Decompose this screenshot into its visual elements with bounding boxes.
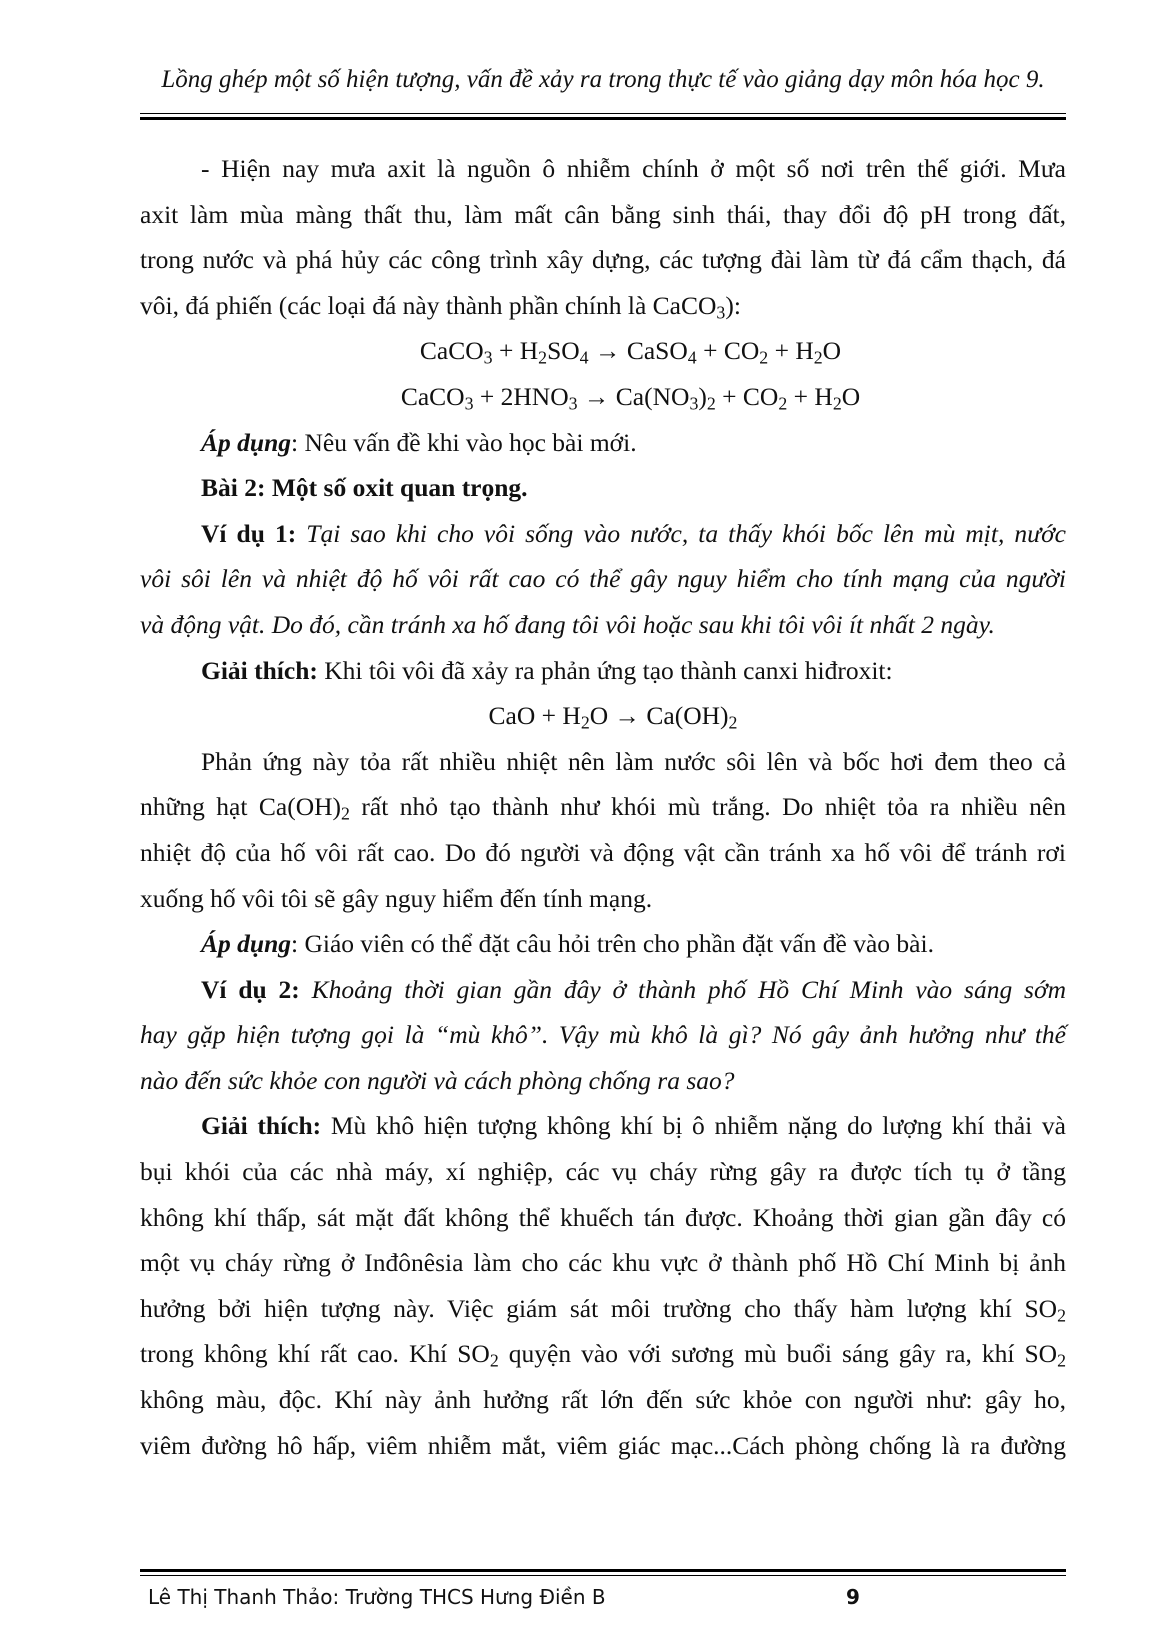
example-2-line-2: hay gặp hiện tượng gọi là “mù khô”. Vậy mù khô là gì? Nó gây ảnh hưởng như thế xyxy=(140,1020,1066,1050)
apply-note-1: Áp dụng: Nêu vấn đề khi vào học bài mới. xyxy=(201,427,637,457)
footer-rule-thin xyxy=(140,1575,1066,1576)
page-number: 9 xyxy=(846,1585,860,1609)
document-body xyxy=(140,146,1066,1468)
example-1-line-1: Ví dụ 1: Tại sao khi cho vôi sống vào nước, ta thấy khói bốc lên mù mịt, nước xyxy=(201,518,1066,548)
apply-label: Áp dụng xyxy=(201,427,291,457)
reaction-line-2: những hạt $Ca(OH)_2$ rất nhỏ tạo thành như khói mù trắng. Do nhiệt tỏa ra nhiều nên xyxy=(140,792,1066,824)
explain-2-line-2: bụi khói của các nhà máy, xí nghiệp, các vụ cháy rừng gây ra được tích tụ ở tầng xyxy=(140,1157,1066,1187)
apply-label: Áp dụng xyxy=(201,929,291,959)
acid-rain-line-4: vôi, đá phiến (các loại đá này thành phần chính là CaCO$_3$): xyxy=(140,290,741,323)
acid-rain-line-2: axit làm mùa màng thất thu, làm mất cân bằng sinh thái, thay đổi độ pH trong đất, xyxy=(140,199,1066,229)
acid-rain-line-1: - Hiện nay mưa axit là nguồn ô nhiễm chính ở một số nơi trên thế giới. Mưa xyxy=(201,154,1066,183)
page-header-title: Lồng ghép một số hiện tượng, vấn đề xảy ra trong thực tế vào giảng dạy môn hóa học 9. xyxy=(161,66,1045,93)
example-2-line-3: nào đến sức khỏe con người và cách phòng chống ra sao? xyxy=(140,1065,735,1095)
equation-caco3-hno3: CaCO$_3$ + $2HNO_3 \to Ca(NO_3)_2 + CO_2 + H_2O$ xyxy=(400,381,861,414)
equation-caco3-h2so4: CaCO$_3$ + $H_2SO_4$ → CaSO$_4$ + $CO_2 + H_2O$ xyxy=(419,336,842,368)
explain-2-line-6: trong không khí rất cao. Khí $SO_2$ quyện vào với sương mù buổi sáng gây ra, khí $SO_2$ xyxy=(140,1339,1066,1371)
explain-2-line-7: không màu, độc. Khí này ảnh hưởng rất lớn đến sức khỏe con người như: gây ho, xyxy=(140,1385,1066,1415)
reaction-line-3: nhiệt độ của hố vôi rất cao. Do đó người và động vật cần tránh xa hố vôi để tránh rơi xyxy=(140,837,1066,867)
example-1-label: Ví dụ 1: xyxy=(201,518,307,548)
apply-note-2: Áp dụng: Giáo viên có thể đặt câu hỏi trên cho phần đặt vấn đề vào bài. xyxy=(201,929,934,959)
lesson-2-title: Bài 2: Một số oxit quan trọng. xyxy=(201,473,528,503)
reaction-line-1: Phản ứng này tỏa rất nhiều nhiệt nên làm nước sôi lên và bốc hơi đem theo cả xyxy=(201,746,1066,776)
explain-2-line-8: viêm đường hô hấp, viêm nhiễm mắt, viêm giác mạc...Cách phòng chống là ra đường xyxy=(140,1430,1066,1460)
explain-1-line-1: Giải thích: Khi tôi vôi đã xảy ra phản ứng tạo thành canxi hiđroxit: xyxy=(201,655,893,685)
equation-cao-h2o: CaO + $H_2O \to Ca(OH)_2$ xyxy=(488,701,738,733)
header-rule-thin xyxy=(140,113,1066,114)
example-2-label: Ví dụ 2: xyxy=(201,974,312,1004)
header-rule-thick xyxy=(140,117,1066,120)
reaction-line-4: xuống hố vôi tôi sẽ gây nguy hiểm đến tính mạng. xyxy=(140,883,653,913)
explain-2-line-5: hưởng bởi hiện tượng này. Việc giám sát môi trường cho thấy hàm lượng khí $SO_2$ xyxy=(140,1293,1066,1326)
explain-2-label: Giải thích: xyxy=(201,1111,322,1141)
explain-1-label: Giải thích: xyxy=(201,655,318,685)
explain-2-line-4: một vụ cháy rừng ở Inđônêsia làm cho các khu vực ở thành phố Hồ Chí Minh bị ảnh xyxy=(140,1248,1066,1278)
footer-author: Lê Thị Thanh Thảo: Trường THCS Hưng Điền B xyxy=(148,1585,606,1609)
acid-rain-line-3: trong nước và phá hủy các công trình xây dựng, các tượng đài làm từ đá cẩm thạch, đá xyxy=(140,245,1066,275)
example-2-line-1: Ví dụ 2: Khoảng thời gian gần đây ở thành phố Hồ Chí Minh vào sáng sớm xyxy=(201,974,1066,1004)
example-1-line-3: và động vật. Do đó, cần tránh xa hố đang tôi vôi hoặc sau khi tôi vôi ít nhất 2 ngày. xyxy=(140,609,995,639)
explain-2-line-3: không khí thấp, sát mặt đất không thể khuếch tán được. Khoảng thời gian gần đây có xyxy=(140,1202,1066,1232)
example-1-line-2: vôi sôi lên và nhiệt độ hố vôi rất cao có thể gây nguy hiểm cho tính mạng của người xyxy=(140,564,1066,594)
explain-2-line-1: Giải thích: Mù khô hiện tượng không khí bị ô nhiễm nặng do lượng khí thải và xyxy=(201,1111,1066,1141)
footer-rule-thick xyxy=(140,1569,1066,1572)
